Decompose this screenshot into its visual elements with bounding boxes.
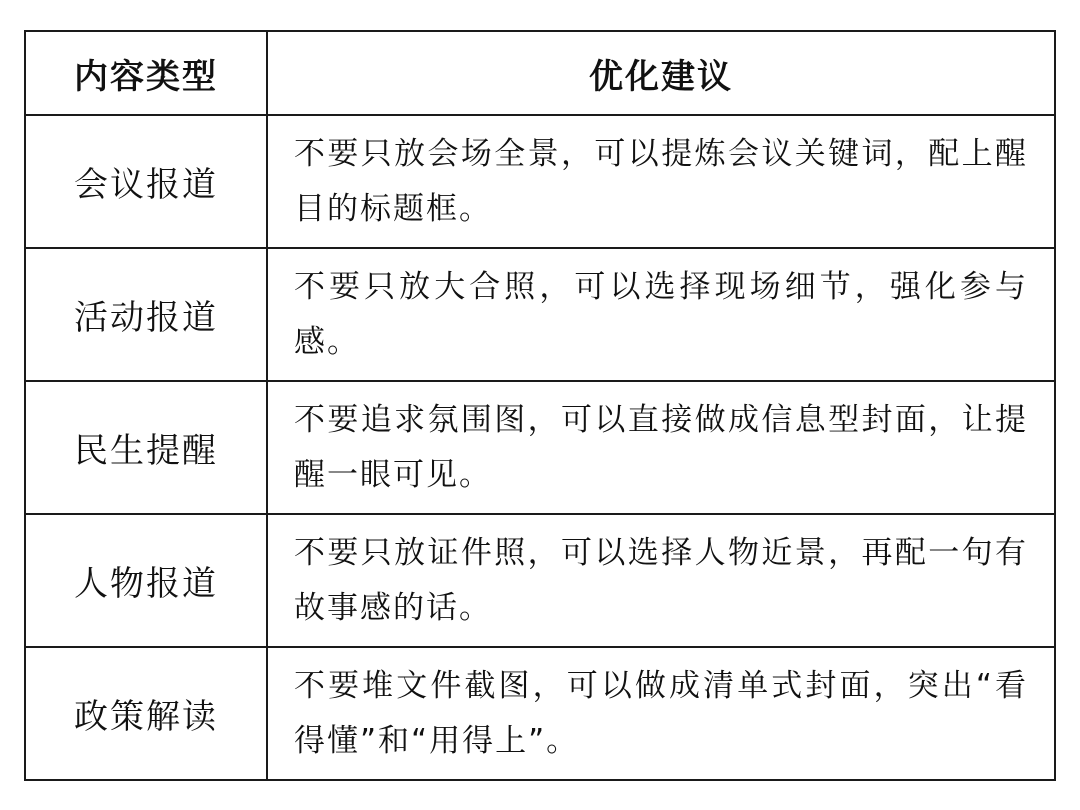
table-row — [25, 514, 1055, 647]
table-row — [25, 248, 1055, 381]
row-type-cell: 活动报道 — [25, 248, 267, 381]
table-header-row — [25, 31, 1055, 115]
row-advice-cell: 不要堆文件截图，可以做成清单式封面，突出“看得懂”和“用得上”。 — [267, 647, 1055, 780]
header-optimization-advice: 优化建议 — [267, 31, 1055, 115]
row-advice-cell: 不要只放大合照，可以选择现场细节，强化参与感。 — [267, 248, 1055, 381]
suggestion-table — [24, 30, 1056, 781]
table-row — [25, 381, 1055, 514]
row-advice-cell: 不要只放会场全景，可以提炼会议关键词，配上醒目的标题框。 — [267, 115, 1055, 248]
row-advice-cell: 不要追求氛围图，可以直接做成信息型封面，让提醒一眼可见。 — [267, 381, 1055, 514]
row-type-cell: 政策解读 — [25, 647, 267, 780]
table-row — [25, 115, 1055, 248]
row-type-cell: 会议报道 — [25, 115, 267, 248]
row-advice-cell: 不要只放证件照，可以选择人物近景，再配一句有故事感的话。 — [267, 514, 1055, 647]
header-content-type: 内容类型 — [25, 31, 267, 115]
table-row — [25, 647, 1055, 780]
row-type-cell: 人物报道 — [25, 514, 267, 647]
row-type-cell: 民生提醒 — [25, 381, 267, 514]
